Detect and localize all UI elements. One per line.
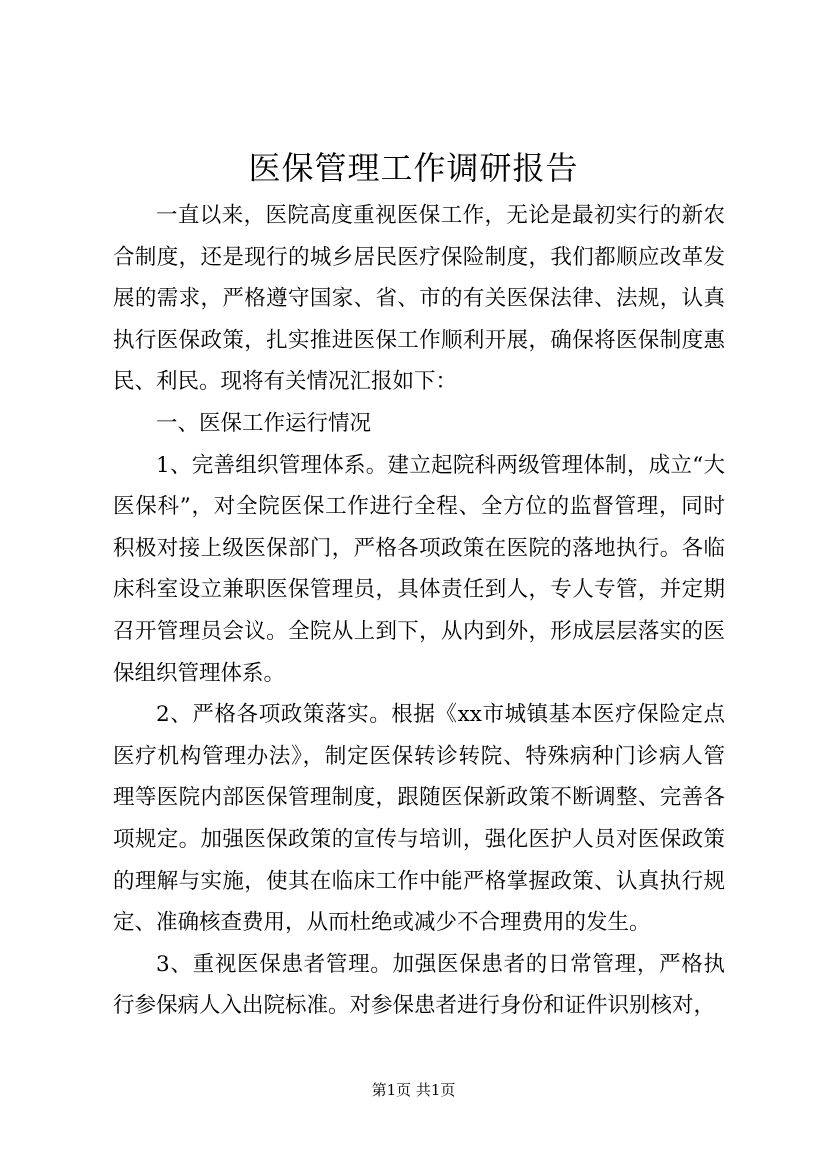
document-title: 医保管理工作调研报告 xyxy=(248,149,579,187)
paragraph-item-2: 2、严格各项政策落实。根据《xx市城镇基本医疗保险定点医疗机构管理办法》，制定医保转诊转院、特殊病种门诊病人管理等医院内部医保管理制度，跟随医保新政策不断调整、完善各项规定。加强医保政策的宣传与培训，强化医护人员对医保政策的理解与实施，使其在临床工作中能严格掌握政策、认真执行规定、准确核查费用，从而杜绝或减少不合理费用的发生。 xyxy=(113,702,725,936)
document-body xyxy=(113,195,725,1027)
paragraph-item-1: 1、完善组织管理体系。建立起院科两级管理体制，成立“大医保科”，对全院医保工作进行全程、全方位的监督管理，同时积极对接上级医保部门，严格各项政策在医院的落地执行。各临床科室设立兼职医保管理员，具体责任到人，专人专管，并定期召开管理员会议。全院从上到下，从内到外，形成层层落实的医保组织管理体系。 xyxy=(113,452,725,686)
paragraph-intro: 一直以来，医院高度重视医保工作，无论是最初实行的新农合制度，还是现行的城乡居民医疗保险制度，我们都顺应改革发展的需求，严格遵守国家、省、市的有关医保法律、法规，认真执行医保政策，扎实推进医保工作顺利开展，确保将医保制度惠民、利民。现将有关情况汇报如下： xyxy=(113,203,725,395)
section-heading-1: 一、医保工作运行情况 xyxy=(156,410,372,436)
paragraph-item-3: 3、重视医保患者管理。加强医保患者的日常管理，严格执行参保病人入出院标准。对参保患者进行身份和证件识别核对， xyxy=(113,951,725,1019)
page-footer: 第1页 共1页 xyxy=(371,1081,456,1099)
